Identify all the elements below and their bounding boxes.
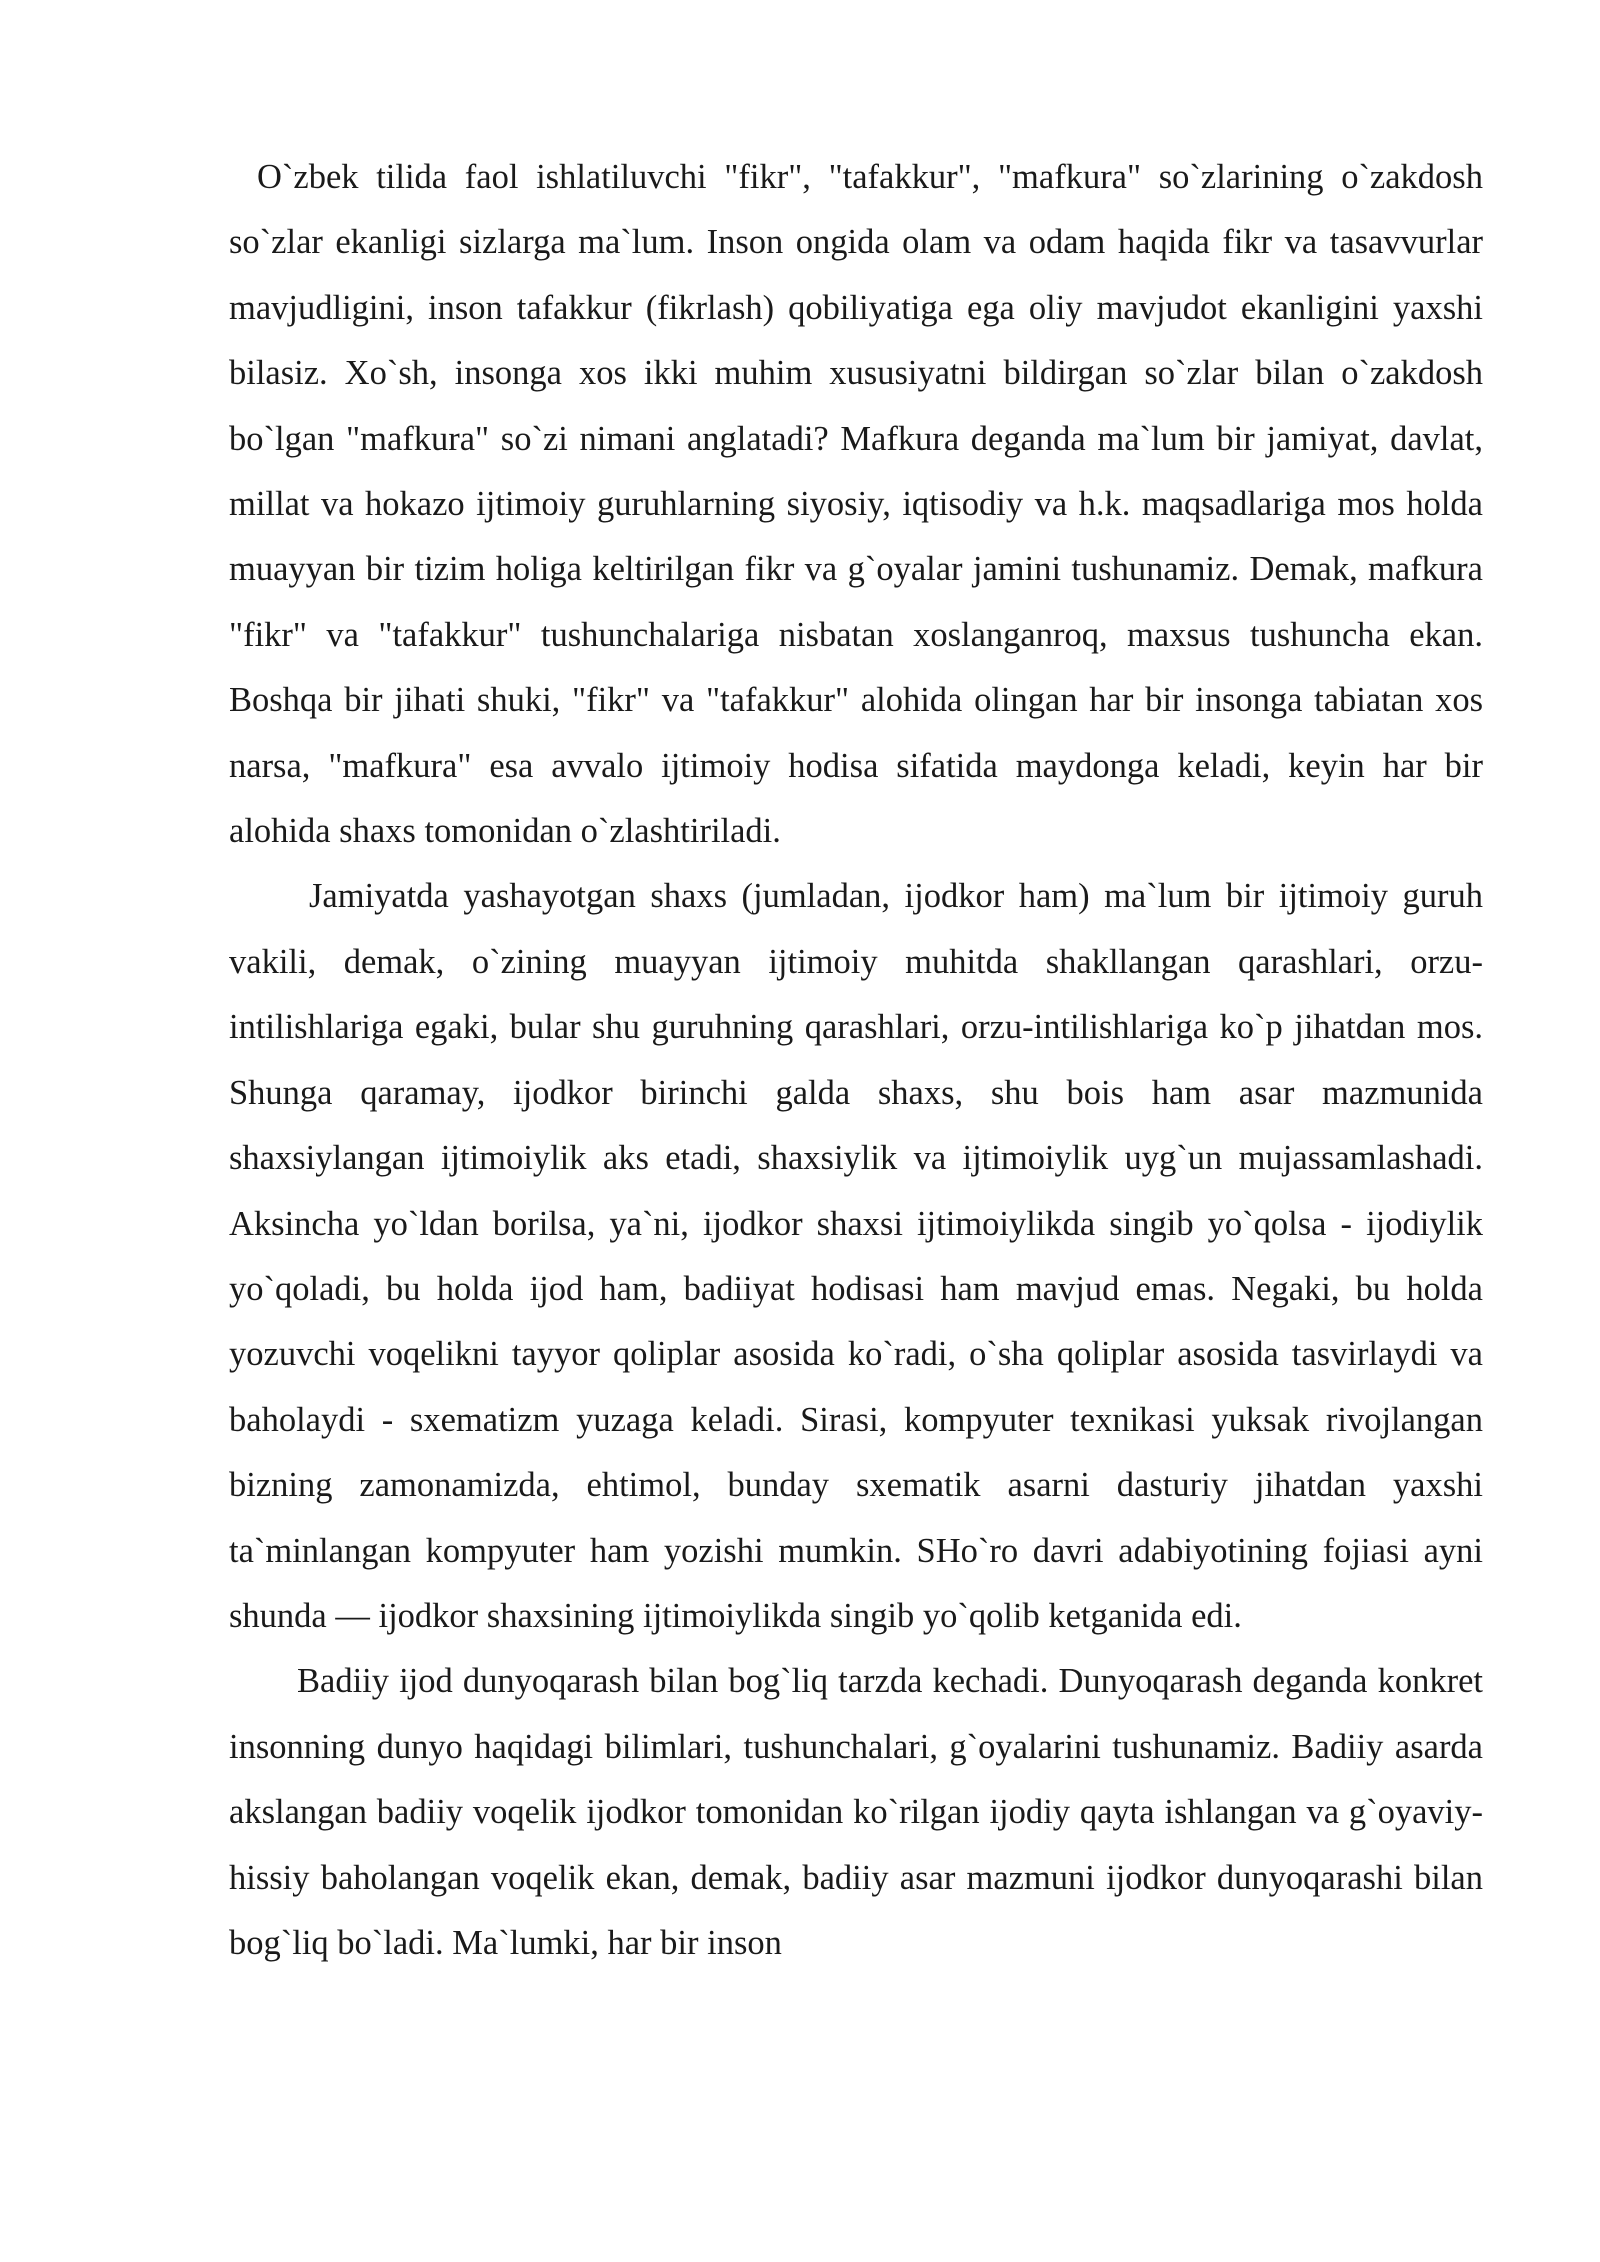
document-body — [229, 145, 1483, 1976]
paragraph-1: O`zbek tilida faol ishlatiluvchi "fikr", "tafakkur", "mafkura" so`zlarining o`zakdosh so`zlar ekanligi sizlarga ma`lum. Inson ongida olam va odam haqida fikr va tasavvurlar mavjudligini, inson tafakkur (fikrlash) qobiliyatiga ega oliy mavjudot ekanligini yaxshi bilasiz. Xo`sh, insonga xos ikki muhim xususiyatni bildirgan so`zlar bilan o`zakdosh bo`lgan "mafkura" so`zi nimani anglatadi? Mafkura deganda ma`lum bir jamiyat, davlat, millat va hokazo ijtimoiy guruhlarning siyosiy, iqtisodiy va h.k. maqsadlariga mos holda muayyan bir tizim holiga keltirilgan fikr va g`oyalar jamini tushunamiz. Demak, mafkura "fikr" va "tafakkur" tushunchalariga nisbatan xoslanganroq, maxsus tushuncha ekan. Boshqa bir jihati shuki, "fikr" va "tafakkur" alohida olingan har bir insonga tabiatan xos narsa, "mafkura" esa avvalo ijtimoiy hodisa sifatida maydonga keladi, keyin har bir alohida shaxs tomonidan o`zlashtiriladi. — [229, 158, 1483, 851]
paragraph-3: Badiiy ijod dunyoqarash bilan bog`liq tarzda kechadi. Dunyoqarash deganda konkret insonning dunyo haqidagi bilimlari, tushunchalari, g`oyalarini tushunamiz. Badiiy asarda akslangan badiiy voqelik ijodkor tomonidan ko`rilgan ijodiy qayta ishlangan va g`oyaviy-hissiy baholangan voqelik ekan, demak, badiiy asar mazmuni ijodkor dunyoqarashi bilan bog`liq bo`ladi. Ma`lumki, har bir inson — [229, 1662, 1483, 1962]
paragraph-2: Jamiyatda yashayotgan shaxs (jumladan, ijodkor ham) ma`lum bir ijtimoiy guruh vakili, demak, o`zining muayyan ijtimoiy muhitda shakllangan qarashlari, orzu-intilishlariga egaki, bular shu guruhning qarashlari, orzu-intilishlariga ko`p jihatdan mos. Shunga qaramay, ijodkor birinchi galda shaxs, shu bois ham asar mazmunida shaxsiylangan ijtimoiylik aks etadi, shaxsiylik va ijtimoiylik uyg`un mujassamlashadi. Aksincha yo`ldan borilsa, ya`ni, ijodkor shaxsi ijtimoiylikda singib yo`qolsa - ijodiylik yo`qoladi, bu holda ijod ham, badiiyat hodisasi ham mavjud emas. Negaki, bu holda yozuvchi voqelikni tayyor qoliplar asosida ko`radi, o`sha qoliplar asosida tasvirlaydi va baholaydi - sxematizm yuzaga keladi. Sirasi, kompyuter texnikasi yuksak rivojlangan bizning zamonamizda, ehtimol, bunday sxematik asarni dasturiy jihatdan yaxshi ta`minlangan kompyuter ham yozishi mumkin. SHo`ro davri adabiyotining fojiasi ayni shunda — ijodkor shaxsining ijtimoiylikda singib yo`qolib ketganida edi. — [229, 877, 1483, 1635]
